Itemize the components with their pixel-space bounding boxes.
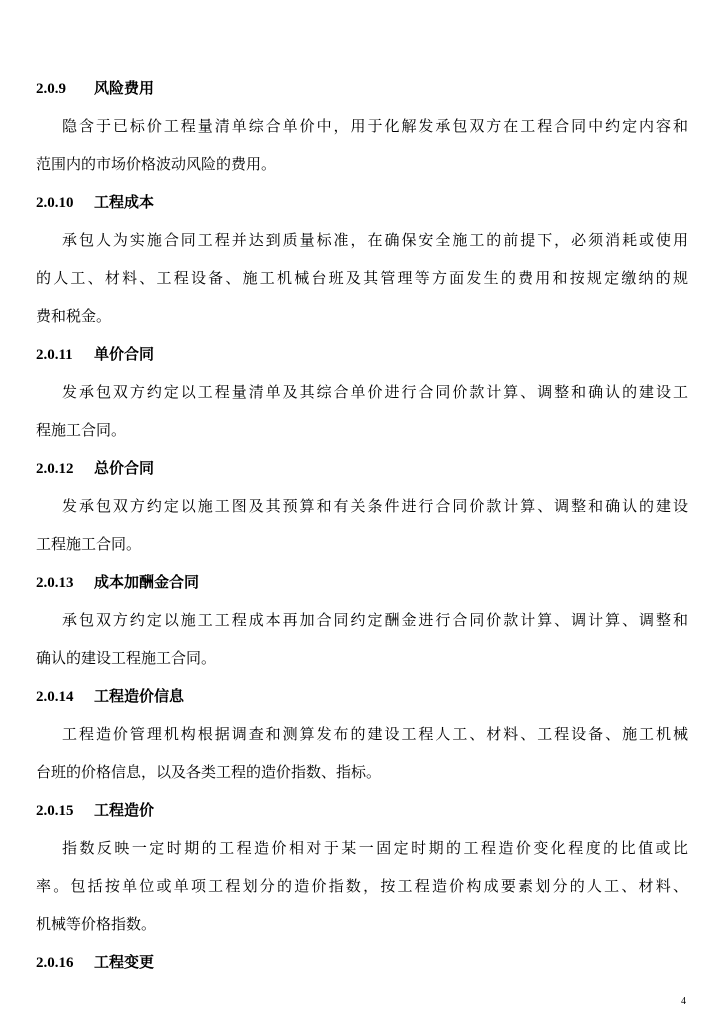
paragraph-line: 承包人为实施合同工程并达到质量标准，在确保安全施工的前提下，必须消耗或使用 xyxy=(62,231,688,249)
section-title: 单价合同 xyxy=(94,345,155,363)
paragraph-line: 指数反映一定时期的工程造价相对于某一固定时期的工程造价变化程度的比值或比 xyxy=(62,839,688,857)
paragraph-line: 隐含于已标价工程量清单综合单价中，用于化解发承包双方在工程合同中约定内容和 xyxy=(62,117,688,135)
section-heading-2-0-9 xyxy=(36,78,154,99)
section-heading-2-0-13 xyxy=(36,572,199,593)
section-heading-2-0-15 xyxy=(36,800,154,821)
section-number: 2.0.16 xyxy=(36,955,74,971)
paragraph-line: 工程造价管理机构根据调查和测算发布的建设工程人工、材料、工程设备、施工机械 xyxy=(62,725,688,743)
paragraph-line: 工程施工合同。 xyxy=(36,535,142,553)
section-heading-2-0-14 xyxy=(36,686,184,707)
section-title: 工程造价 xyxy=(94,801,155,819)
section-title: 风险费用 xyxy=(94,79,155,97)
section-number: 2.0.15 xyxy=(36,803,74,819)
section-heading-2-0-10 xyxy=(36,192,154,213)
section-number: 2.0.11 xyxy=(36,347,73,363)
paragraph-line: 范围内的市场价格波动风险的费用。 xyxy=(36,155,277,173)
section-title: 工程造价信息 xyxy=(94,687,185,705)
paragraph-line: 确认的建设工程施工合同。 xyxy=(36,649,217,667)
paragraph-line: 程施工合同。 xyxy=(36,421,127,439)
section-title: 成本加酬金合同 xyxy=(94,573,200,591)
section-number: 2.0.12 xyxy=(36,461,74,477)
page-number: 4 xyxy=(681,996,686,1007)
section-title: 总价合同 xyxy=(94,459,155,477)
section-number: 2.0.13 xyxy=(36,575,74,591)
section-heading-2-0-12 xyxy=(36,458,154,479)
paragraph-line: 费和税金。 xyxy=(36,307,112,325)
section-number: 2.0.14 xyxy=(36,689,74,705)
section-heading-2-0-16 xyxy=(36,952,154,973)
paragraph-line: 台班的价格信息，以及各类工程的造价指数、指标。 xyxy=(36,763,382,781)
paragraph-line: 承包双方约定以施工工程成本再加合同约定酬金进行合同价款计算、调计算、调整和 xyxy=(62,611,688,629)
paragraph-line: 发承包双方约定以施工图及其预算和有关条件进行合同价款计算、调整和确认的建设 xyxy=(62,497,688,515)
section-heading-2-0-11 xyxy=(36,344,154,365)
paragraph-line: 的人工、材料、工程设备、施工机械台班及其管理等方面发生的费用和按规定缴纳的规 xyxy=(36,269,688,287)
section-title: 工程成本 xyxy=(94,193,155,211)
section-title: 工程变更 xyxy=(94,953,155,971)
section-number: 2.0.10 xyxy=(36,195,74,211)
paragraph-line: 率。包括按单位或单项工程划分的造价指数，按工程造价构成要素划分的人工、材料、 xyxy=(36,877,688,895)
section-number: 2.0.9 xyxy=(36,81,66,97)
paragraph-line: 机械等价格指数。 xyxy=(36,915,157,933)
paragraph-line: 发承包双方约定以工程量清单及其综合单价进行合同价款计算、调整和确认的建设工 xyxy=(62,383,688,401)
